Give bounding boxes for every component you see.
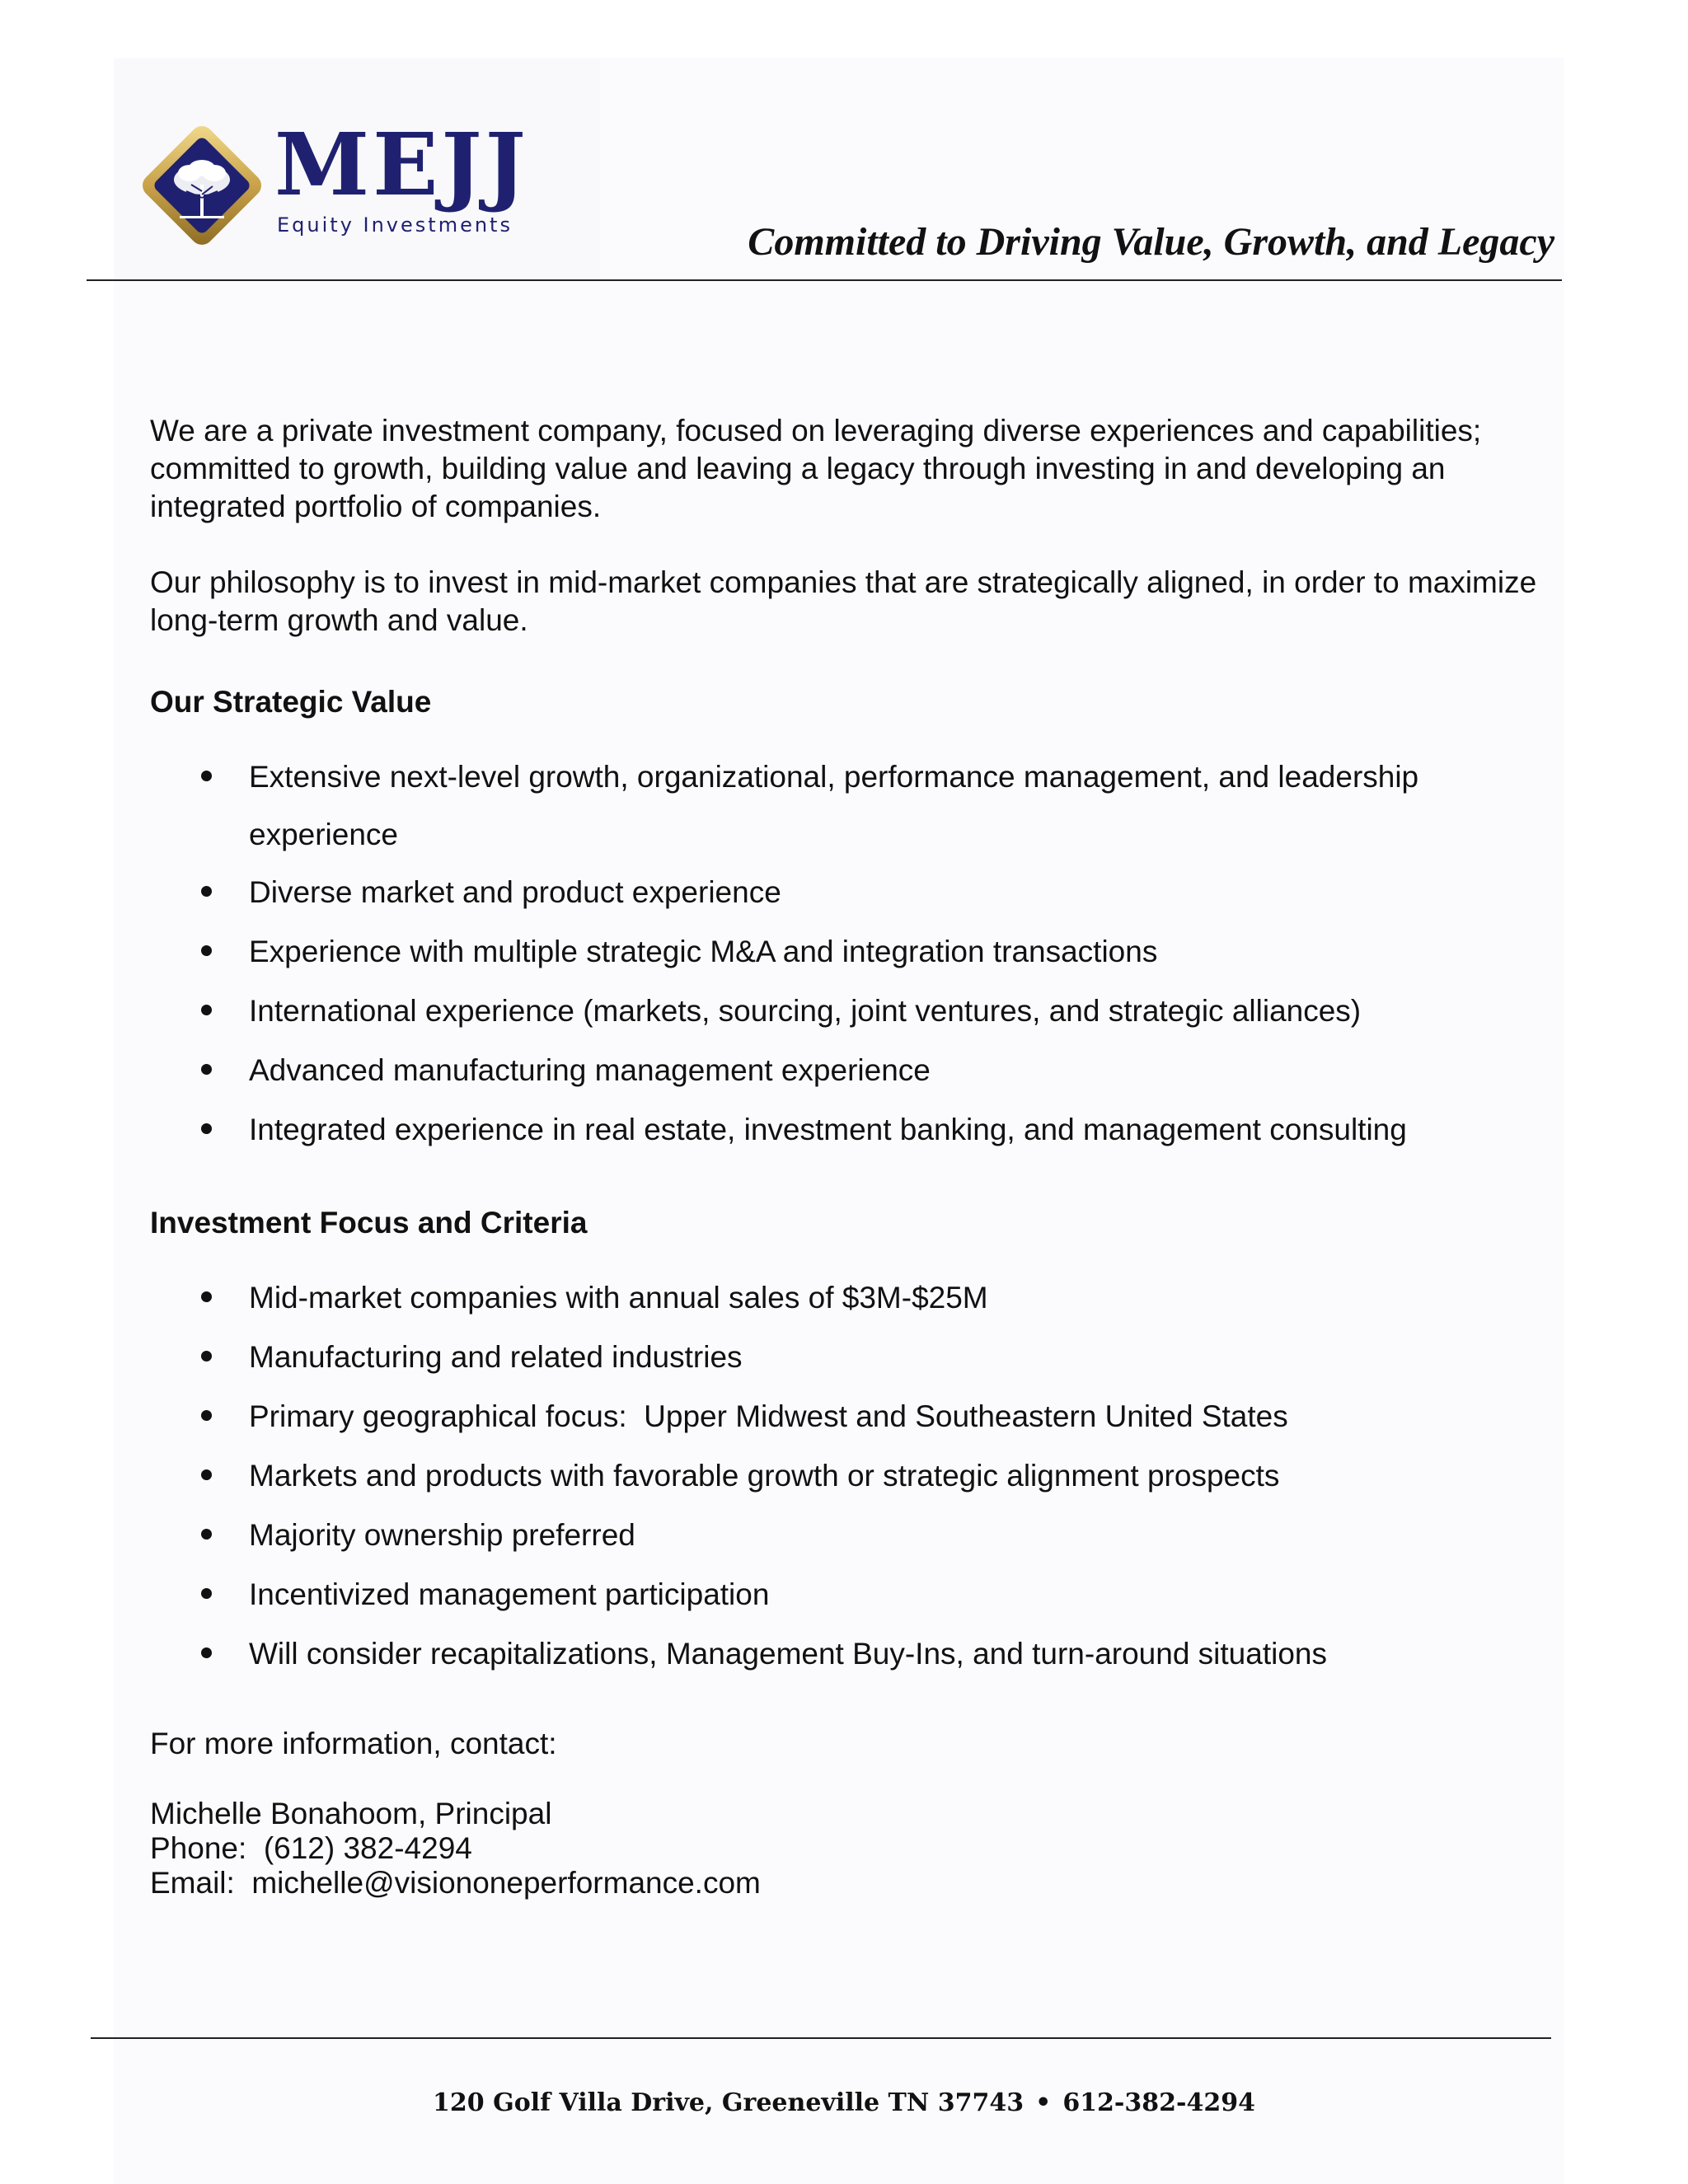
footer [0,2088,1688,2117]
strategic-value-list [150,748,1551,1160]
contact-lead: For more information, contact: [150,1727,557,1760]
footer-divider [91,2037,1551,2039]
list-item [150,1625,1551,1685]
list-item [150,748,1551,864]
header-divider [87,279,1562,281]
logo-subtitle: Equity Investments [277,213,513,237]
list-item-text: Diverse market and product experience [249,875,781,909]
list-item-text: Markets and products with favorable growth or strategic alignment prospects [249,1459,1280,1493]
list-item [150,1269,1551,1329]
bullet-icon [201,1529,212,1540]
list-item-text: Mid-market companies with annual sales of $3M-$25M [249,1281,988,1315]
bullet-icon [201,1291,212,1302]
list-item [150,864,1551,923]
bullet-icon [201,1588,212,1599]
list-item-text: Will consider recapitalizations, Management Buy-Ins, and turn-around situations [249,1637,1327,1671]
footer-separator: • [1035,2088,1052,2117]
list-item-text: International experience (markets, sourcing, joint ventures, and strategic alliances) [249,994,1362,1028]
list-item-text: Primary geographical focus: Upper Midwest and Southeastern United States [249,1399,1288,1433]
contact-email: Email: michelle@visiononeperformance.com [150,1866,761,1900]
tagline: Committed to Driving Value, Growth, and Legacy [748,220,1554,264]
main-content [150,412,1551,1900]
contact-block [150,1797,1551,1900]
bullet-icon [201,1123,212,1134]
footer-address: 120 Golf Villa Drive, Greeneville TN 37743 [433,2088,1025,2117]
contact-name: Michelle Bonahoom, Principal [150,1797,552,1830]
list-item-text: Manufacturing and related industries [249,1340,743,1374]
tree-diamond-logo-icon [132,115,272,255]
list-item-text: Experience with multiple strategic M&A and integration transactions [249,935,1158,968]
list-item [150,1042,1551,1101]
list-item-text: Extensive next-level growth, organizational, performance management, and leadership experience [249,760,1419,851]
list-item [150,1566,1551,1625]
list-item-text: Advanced manufacturing management experience [249,1053,931,1087]
section-heading-strategic-value: Our Strategic Value [150,685,432,719]
bullet-icon [201,1064,212,1075]
list-item-text: Incentivized management participation [249,1577,770,1611]
investment-focus-list [150,1269,1551,1685]
intro-paragraph-2: Our philosophy is to invest in mid-market companies that are strategically aligned, in order to maximize long-term growth and value. [150,565,1537,637]
bullet-icon [201,886,212,897]
list-item [150,1388,1551,1447]
list-item [150,1507,1551,1566]
intro-paragraph-1: We are a private investment company, focused on leveraging diverse experiences and capabilities; committed to growth, building value and leaving a legacy through investing in and developing an integrated portfolio of companies. [150,414,1482,523]
footer-phone: 612-382-4294 [1062,2088,1255,2117]
list-item [150,1101,1551,1160]
list-item [150,1447,1551,1507]
contact-phone: Phone: (612) 382-4294 [150,1831,472,1865]
bullet-icon [201,945,212,956]
bullet-icon [201,1005,212,1015]
logo-wordmark: MEJJ [274,114,529,215]
list-item [150,982,1551,1042]
bullet-icon [201,1647,212,1658]
list-item-text: Integrated experience in real estate, investment banking, and management consulting [249,1113,1407,1146]
bullet-icon [201,1410,212,1421]
bullet-icon [201,771,212,781]
list-item [150,923,1551,982]
section-heading-investment-focus: Investment Focus and Criteria [150,1206,588,1240]
list-item-text: Majority ownership preferred [249,1518,635,1552]
list-item [150,1329,1551,1388]
bullet-icon [201,1351,212,1361]
bullet-icon [201,1469,212,1480]
